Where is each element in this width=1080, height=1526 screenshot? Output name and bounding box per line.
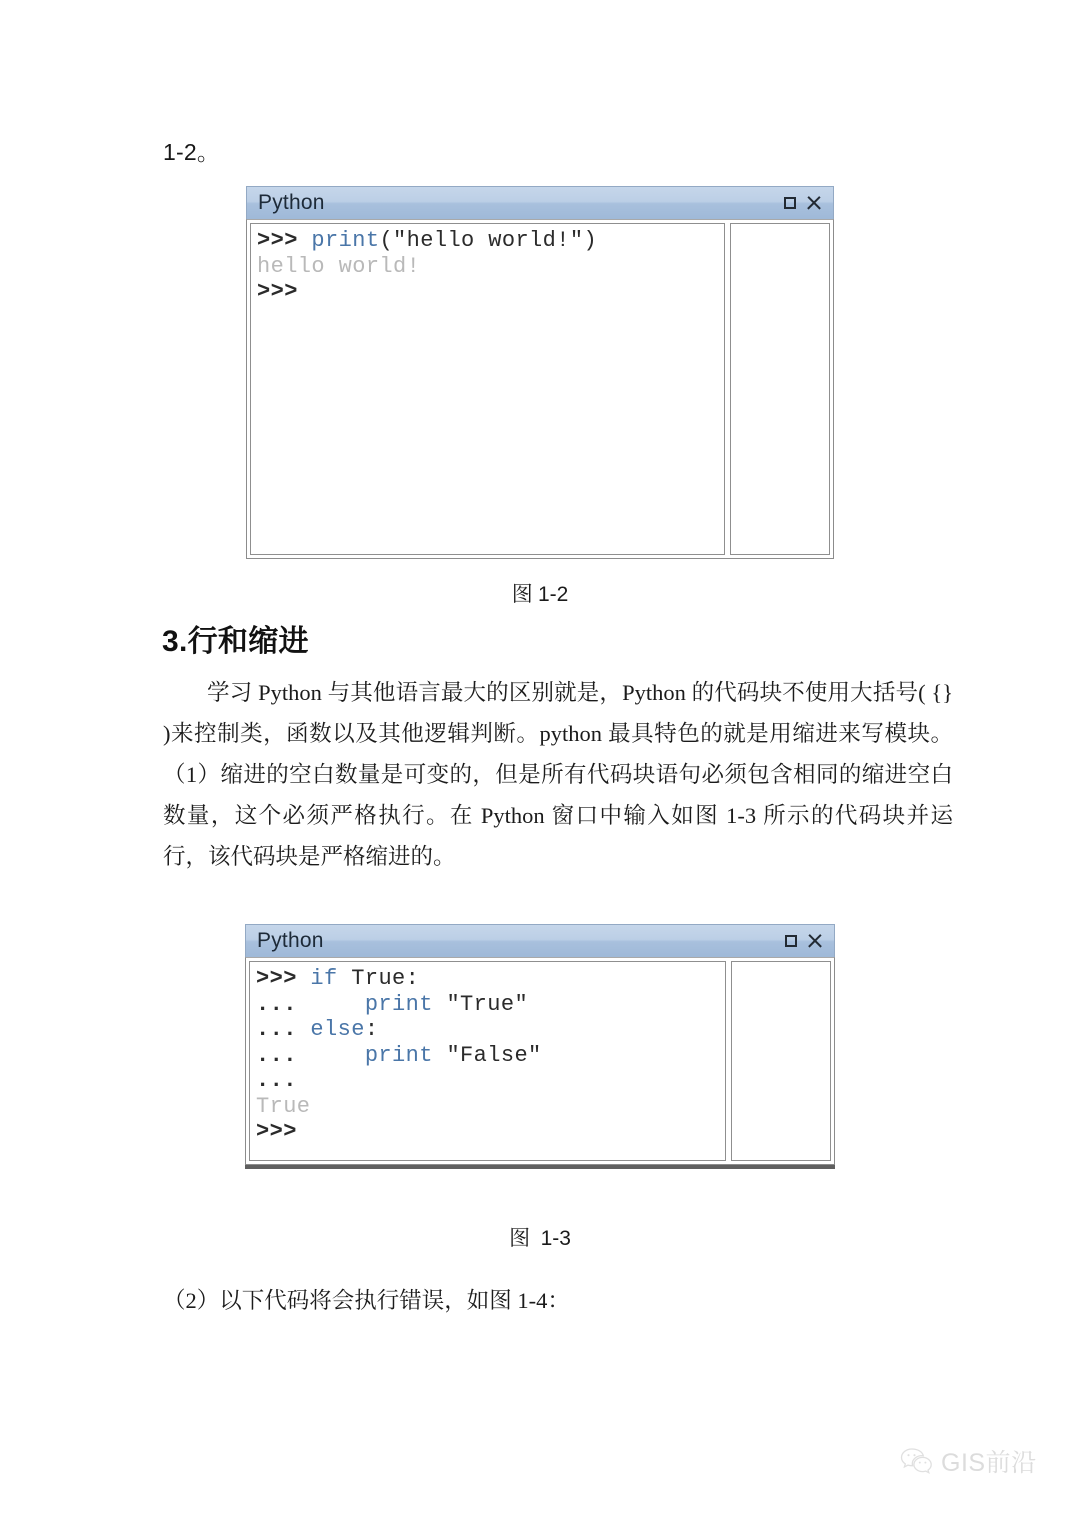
python-side-pane[interactable] — [730, 223, 830, 555]
code-token: "False" — [432, 1042, 542, 1068]
console-line — [256, 1043, 725, 1069]
code-token: ("hello world!") — [379, 228, 598, 253]
window-controls — [784, 196, 825, 210]
prompt-text: ... — [256, 1017, 311, 1042]
window-title: Python — [258, 191, 325, 214]
prompt-text: >>> — [256, 966, 311, 991]
prompt-text: >>> — [256, 1119, 297, 1144]
figure-caption-1-2 — [0, 578, 1080, 608]
console-line — [257, 279, 724, 305]
maximize-icon[interactable] — [784, 197, 796, 209]
watermark — [900, 1443, 1037, 1479]
window-body — [246, 219, 834, 559]
code-token: : — [364, 1017, 379, 1042]
close-icon[interactable] — [808, 934, 822, 948]
window-bottom-shadow — [245, 1165, 835, 1169]
console-line — [256, 1119, 725, 1145]
python-console-pane[interactable] — [249, 961, 726, 1161]
python-side-pane[interactable] — [731, 961, 831, 1161]
output-text: True — [256, 1093, 311, 1119]
python-window-figure-1-2 — [246, 186, 834, 559]
console-line — [256, 1017, 725, 1043]
caption-label: 图 — [511, 582, 533, 606]
window-controls — [785, 934, 826, 948]
keyword-token: print — [364, 1042, 433, 1068]
window-titlebar[interactable] — [245, 924, 835, 957]
code-token: "True" — [432, 991, 529, 1017]
prompt-text: ... — [256, 1042, 365, 1068]
caption-number: 1-2 — [537, 583, 569, 606]
watermark-text: GIS前沿 — [941, 1449, 1037, 1477]
prompt-text: ... — [256, 1068, 297, 1093]
prompt-text: ... — [256, 991, 365, 1017]
wechat-icon — [900, 1447, 934, 1475]
caption-number: 1-3 — [540, 1227, 571, 1250]
figure-caption-1-3 — [0, 1222, 1080, 1252]
console-line — [256, 1094, 725, 1120]
window-body — [245, 957, 835, 1165]
keyword-token: else — [310, 1017, 365, 1042]
keyword-token: print — [364, 991, 433, 1017]
body-paragraph-tail: （2）以下代码将会执行错误，如图 1-4： — [163, 1288, 570, 1313]
keyword-token: print — [311, 228, 380, 253]
python-window-figure-1-3 — [245, 924, 835, 1165]
console-line — [257, 228, 724, 254]
lead-line-text: 1-2。 — [163, 139, 221, 165]
section-heading: 3.行和缩进 — [162, 625, 309, 658]
console-line — [257, 254, 724, 280]
body-paragraph-main: 学习 Python 与其他语言最大的区别就是，Python 的代码块不使用大括号( {} )来控制类，函数以及其他逻辑判断。python 最具特色的就是用缩进来写模块。（1）缩进的空白数量是可变的，但是所有代码块语句必须包含相同的缩进空白数量，这个必须严格执行。在 Python 窗口中输入如图 1-3 所示的代码块并运行，该代码块是严格缩进的。 — [163, 680, 953, 869]
console-line — [256, 1068, 725, 1094]
window-title: Python — [257, 929, 324, 952]
window-titlebar[interactable] — [246, 186, 834, 219]
python-console-pane[interactable] — [250, 223, 725, 555]
caption-label: 图 — [509, 1226, 531, 1250]
console-line — [256, 992, 725, 1018]
maximize-icon[interactable] — [785, 935, 797, 947]
console-line — [256, 966, 725, 992]
prompt-text: >>> — [257, 228, 312, 253]
code-token: True: — [337, 966, 420, 991]
close-icon[interactable] — [807, 196, 821, 210]
prompt-text: >>> — [257, 279, 298, 304]
output-text: hello world! — [257, 253, 421, 279]
keyword-token: if — [310, 966, 338, 991]
